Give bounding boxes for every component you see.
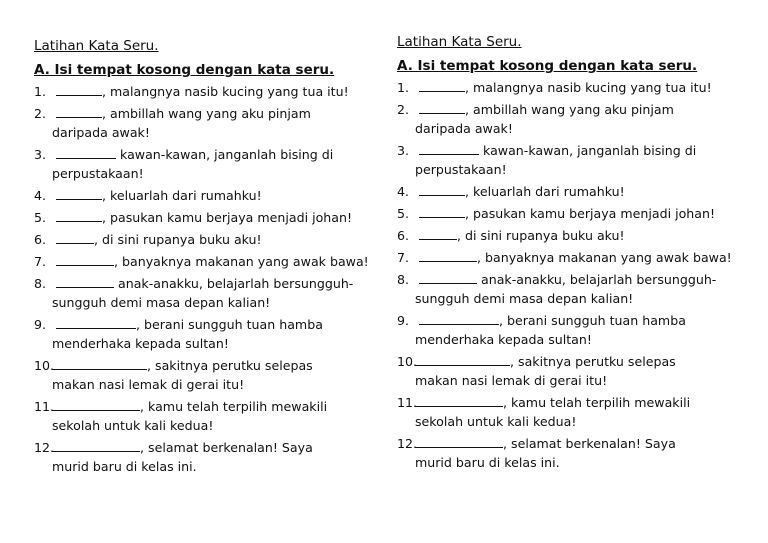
- item-text: , malangnya nasib kucing yang tua itu!: [102, 84, 349, 99]
- exercise-item: [34, 438, 389, 476]
- item-text-continuation: makan nasi lemak di gerai itu!: [415, 373, 608, 388]
- exercise-item: [34, 186, 389, 205]
- item-text-continuation: daripada awak!: [415, 121, 513, 136]
- item-number: 10.: [34, 358, 55, 373]
- exercise-item: [397, 393, 752, 431]
- worksheet-copy-right: [397, 32, 752, 472]
- item-text-continuation: perpustakaan!: [52, 166, 144, 181]
- item-number: 4.: [34, 188, 47, 203]
- item-number: 6.: [397, 228, 410, 243]
- item-number: 2.: [34, 106, 47, 121]
- item-text: , selamat berkenalan! Saya: [140, 440, 313, 455]
- answer-blank: [415, 435, 503, 448]
- exercise-item: [397, 204, 752, 223]
- item-text: anak-anakku, belajarlah bersungguh-: [477, 272, 717, 287]
- item-number: 9.: [397, 313, 410, 328]
- item-number: 7.: [397, 250, 410, 265]
- item-text: , sakitnya perutku selepas: [147, 358, 313, 373]
- exercise-item: [34, 230, 389, 249]
- answer-blank: [56, 316, 136, 329]
- item-text: , ambillah wang yang aku pinjam: [465, 102, 674, 117]
- item-text: , malangnya nasib kucing yang tua itu!: [465, 80, 712, 95]
- exercise-item: [397, 182, 752, 201]
- item-text-continuation: sungguh demi masa depan kalian!: [415, 291, 634, 306]
- exercise-item: [34, 82, 389, 101]
- answer-blank: [415, 394, 503, 407]
- item-number: 1.: [397, 80, 410, 95]
- item-text: , di sini rupanya buku aku!: [457, 228, 625, 243]
- answer-blank: [419, 205, 465, 218]
- exercise-item: [34, 315, 389, 353]
- answer-blank: [52, 357, 147, 370]
- item-text-continuation: murid baru di kelas ini.: [52, 459, 197, 474]
- item-text: , berani sungguh tuan hamba: [499, 313, 686, 328]
- item-number: 5.: [397, 206, 410, 221]
- exercise-item: [397, 311, 752, 349]
- item-text-continuation: perpustakaan!: [415, 162, 507, 177]
- item-number: 3.: [34, 147, 47, 162]
- item-text-continuation: daripada awak!: [52, 125, 150, 140]
- item-text: , kamu telah terpilih mewakili: [140, 399, 328, 414]
- item-number: 12.: [34, 440, 55, 455]
- item-number: 3.: [397, 143, 410, 158]
- exercise-item: [34, 356, 389, 394]
- item-number: 9.: [34, 317, 47, 332]
- item-number: 8.: [397, 272, 410, 287]
- answer-blank: [419, 271, 477, 284]
- answer-blank: [419, 79, 465, 92]
- answer-blank: [56, 105, 102, 118]
- item-number: 10.: [397, 354, 418, 369]
- item-text-continuation: murid baru di kelas ini.: [415, 455, 560, 470]
- exercise-item: [397, 434, 752, 472]
- item-text: , keluarlah dari rumahku!: [465, 184, 625, 199]
- answer-blank: [419, 183, 465, 196]
- answer-blank: [419, 249, 477, 262]
- item-text: , selamat berkenalan! Saya: [503, 436, 676, 451]
- item-text: kawan-kawan, janganlah bising di: [116, 147, 334, 162]
- answer-blank: [56, 231, 94, 244]
- exercise-item: [34, 208, 389, 227]
- answer-blank: [419, 142, 479, 155]
- answer-blank: [56, 146, 116, 159]
- exercise-list: [34, 82, 389, 476]
- item-number: 11.: [397, 395, 418, 410]
- item-text-continuation: sekolah untuk kali kedua!: [415, 414, 577, 429]
- exercise-item: [34, 397, 389, 435]
- item-text: , sakitnya perutku selepas: [510, 354, 676, 369]
- item-text: anak-anakku, belajarlah bersungguh-: [114, 276, 354, 291]
- item-text-continuation: sungguh demi masa depan kalian!: [52, 295, 271, 310]
- item-text: kawan-kawan, janganlah bising di: [479, 143, 697, 158]
- answer-blank: [56, 83, 102, 96]
- worksheet-title: Latihan Kata Seru.: [397, 34, 522, 50]
- exercise-item: [34, 104, 389, 142]
- item-number: 8.: [34, 276, 47, 291]
- item-number: 7.: [34, 254, 47, 269]
- item-number: 12.: [397, 436, 418, 451]
- exercise-list: [397, 78, 752, 472]
- item-text-continuation: sekolah untuk kali kedua!: [52, 418, 214, 433]
- answer-blank: [419, 227, 457, 240]
- item-number: 4.: [397, 184, 410, 199]
- item-text-continuation: menderhaka kepada sultan!: [415, 332, 592, 347]
- item-number: 5.: [34, 210, 47, 225]
- exercise-item: [397, 248, 752, 267]
- exercise-item: [397, 78, 752, 97]
- answer-blank: [419, 312, 499, 325]
- exercise-item: [397, 100, 752, 138]
- item-text: , banyaknya makanan yang awak bawa!: [114, 254, 369, 269]
- exercise-item: [397, 226, 752, 245]
- item-number: 1.: [34, 84, 47, 99]
- answer-blank: [56, 209, 102, 222]
- item-text: , ambillah wang yang aku pinjam: [102, 106, 311, 121]
- answer-blank: [56, 275, 114, 288]
- answer-blank: [52, 398, 140, 411]
- item-number: 11.: [34, 399, 55, 414]
- exercise-item: [34, 145, 389, 183]
- answer-blank: [56, 187, 102, 200]
- exercise-item: [34, 252, 389, 271]
- item-text: , pasukan kamu berjaya menjadi johan!: [465, 206, 716, 221]
- worksheet-title: Latihan Kata Seru.: [34, 38, 159, 54]
- item-number: 6.: [34, 232, 47, 247]
- item-text: , kamu telah terpilih mewakili: [503, 395, 691, 410]
- item-number: 2.: [397, 102, 410, 117]
- worksheet-copy-left: [34, 36, 389, 476]
- answer-blank: [419, 101, 465, 114]
- item-text: , pasukan kamu berjaya menjadi johan!: [102, 210, 353, 225]
- answer-blank: [415, 353, 510, 366]
- answer-blank: [56, 253, 114, 266]
- exercise-item: [397, 352, 752, 390]
- section-heading: A. Isi tempat kosong dengan kata seru.: [34, 62, 335, 78]
- item-text: , keluarlah dari rumahku!: [102, 188, 262, 203]
- answer-blank: [52, 439, 140, 452]
- item-text: , di sini rupanya buku aku!: [94, 232, 262, 247]
- exercise-item: [397, 270, 752, 308]
- item-text: , berani sungguh tuan hamba: [136, 317, 323, 332]
- item-text-continuation: makan nasi lemak di gerai itu!: [52, 377, 245, 392]
- section-heading: A. Isi tempat kosong dengan kata seru.: [397, 58, 698, 74]
- exercise-item: [397, 141, 752, 179]
- item-text: , banyaknya makanan yang awak bawa!: [477, 250, 732, 265]
- exercise-item: [34, 274, 389, 312]
- item-text-continuation: menderhaka kepada sultan!: [52, 336, 229, 351]
